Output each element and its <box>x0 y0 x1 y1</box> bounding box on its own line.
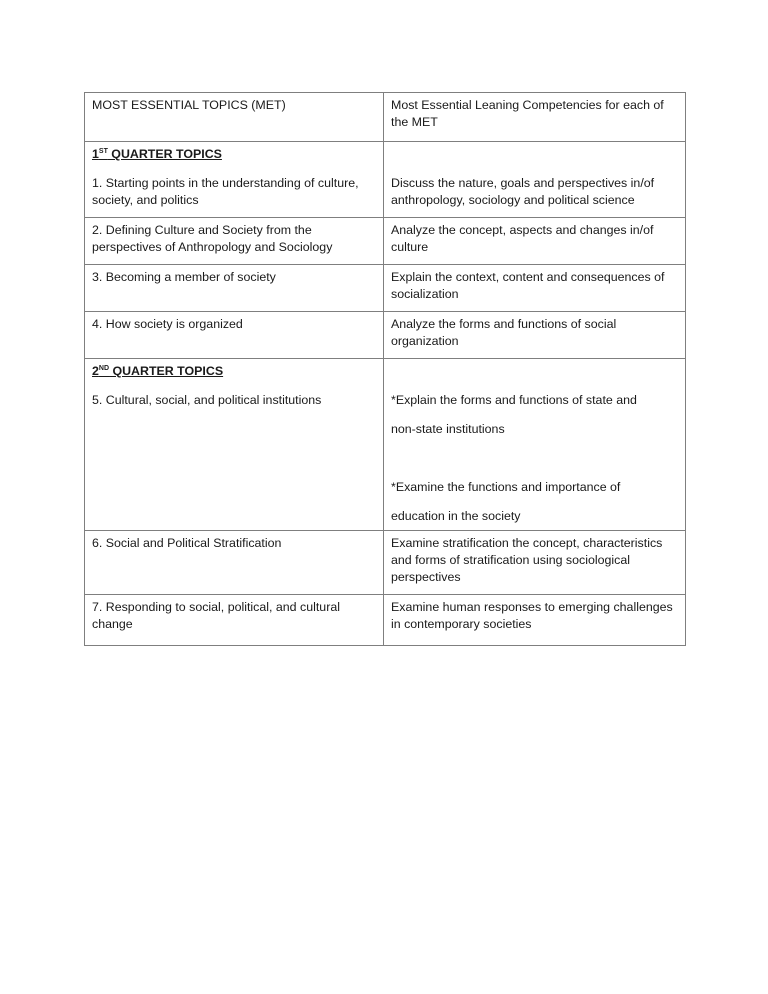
competency-text: non-state institutions <box>391 422 505 436</box>
topic-cell: 4. How society is organized <box>85 312 384 359</box>
topic-cell <box>85 359 384 531</box>
competency-cell <box>384 142 686 218</box>
competency-text: *Explain the forms and functions of state and <box>391 393 637 407</box>
competency-text: education in the society <box>391 509 521 523</box>
table-row <box>85 531 686 595</box>
competency-cell: Explain the context, content and consequences of socialization <box>384 265 686 312</box>
table-header-row <box>85 93 686 142</box>
table-row <box>85 142 686 218</box>
topic-cell: 7. Responding to social, political, and cultural change <box>85 595 384 646</box>
topic-cell: 3. Becoming a member of society <box>85 265 384 312</box>
competency-cell: Examine stratification the concept, characteristics and forms of stratification using sociological perspectives <box>384 531 686 595</box>
quarter-heading: 2ND QUARTER TOPICS <box>92 364 224 378</box>
table-row <box>85 312 686 359</box>
topic-cell: 2. Defining Culture and Society from the perspectives of Anthropology and Sociology <box>85 218 384 265</box>
header-competencies: Most Essential Leaning Competencies for each of the MET <box>384 93 686 142</box>
competency-text: Discuss the nature, goals and perspectives in/of anthropology, sociology and political science <box>391 176 655 207</box>
topic-cell: 6. Social and Political Stratification <box>85 531 384 595</box>
met-table <box>84 92 686 646</box>
competency-cell: Analyze the forms and functions of social organization <box>384 312 686 359</box>
topic-text: 5. Cultural, social, and political institutions <box>92 393 322 407</box>
competency-cell: Analyze the concept, aspects and changes in/of culture <box>384 218 686 265</box>
quarter-heading: 1ST QUARTER TOPICS <box>92 147 222 161</box>
table-row <box>85 595 686 646</box>
header-topics: MOST ESSENTIAL TOPICS (MET) <box>85 93 384 142</box>
table-row <box>85 265 686 312</box>
table-row <box>85 359 686 531</box>
competency-text: *Examine the functions and importance of <box>391 480 621 494</box>
topic-cell <box>85 142 384 218</box>
table-row <box>85 218 686 265</box>
competency-cell <box>384 359 686 531</box>
competency-cell: Examine human responses to emerging challenges in contemporary societies <box>384 595 686 646</box>
topic-text: 1. Starting points in the understanding of culture, society, and politics <box>92 176 359 207</box>
